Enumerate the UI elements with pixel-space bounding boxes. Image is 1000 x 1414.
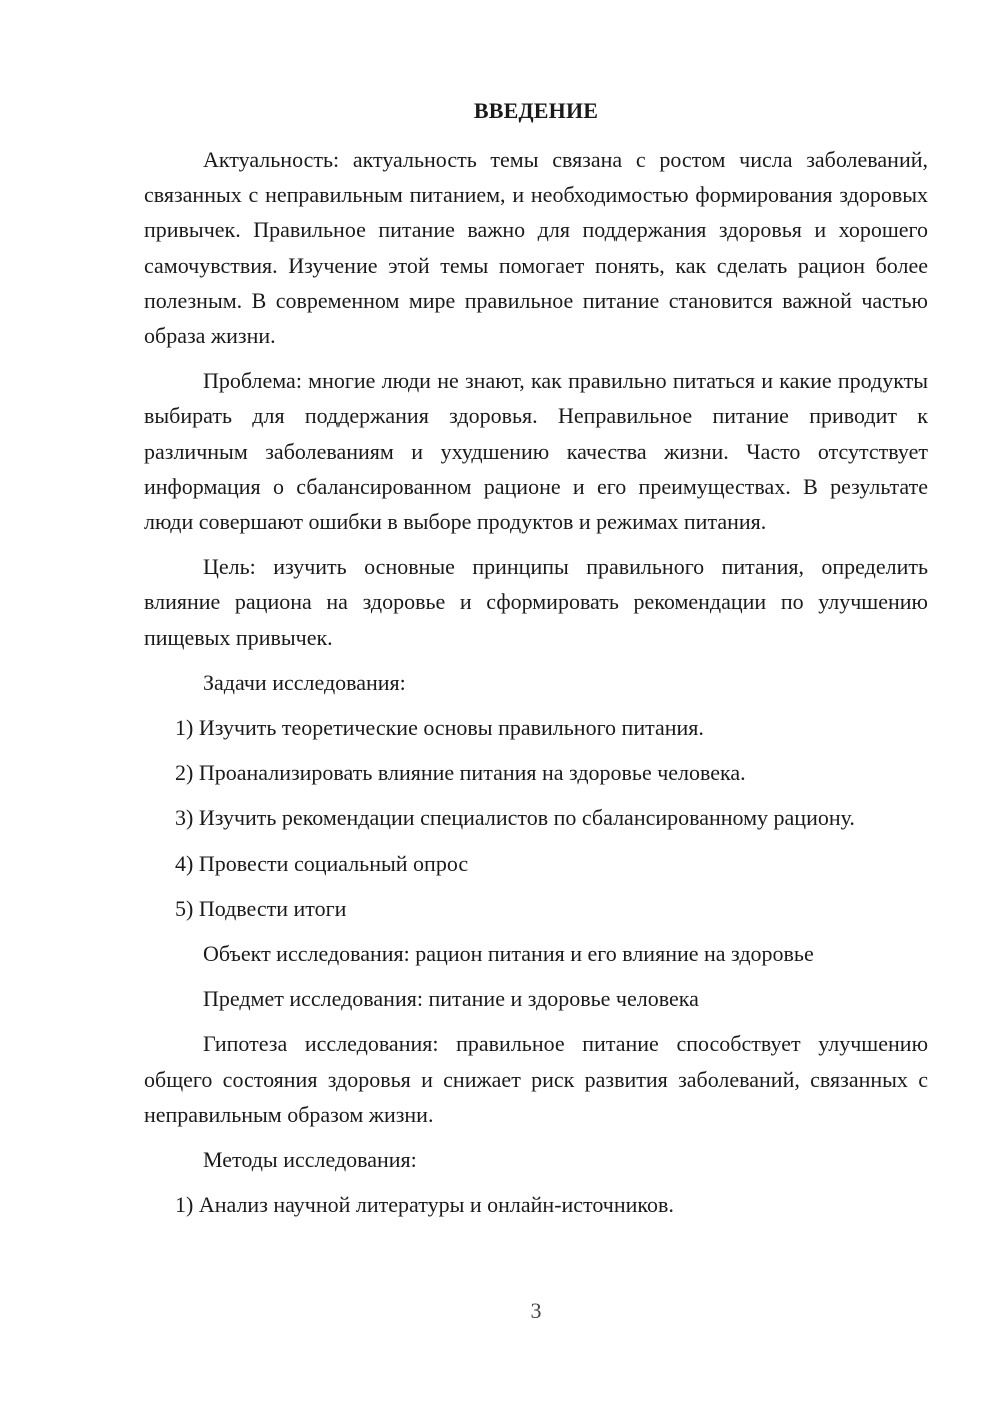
paragraph-problem: Проблема: многие люди не знают, как правильно питаться и какие продукты выбирать для поддержания здоровья. Неправильное питание приводит к различным заболеваниям и ухудшению качества жизни. Часто отсутствует информация о сбалансированном рационе и его преимуществах. В результате люди совершают ошибки в выборе продуктов и режимах питания. bbox=[144, 368, 928, 535]
paragraph-goal: Цель: изучить основные принципы правильного питания, определить влияние рациона на здоровье и сформировать рекомендации по улучшению пищевых привычек. bbox=[144, 554, 928, 650]
methods-heading: Методы исследования: bbox=[203, 1147, 417, 1173]
task-item: 3) Изучить рекомендации специалистов по сбалансированному рациону. bbox=[175, 805, 855, 831]
task-item: 2) Проанализировать влияние питания на здоровье человека. bbox=[175, 760, 746, 786]
research-subject: Предмет исследования: питание и здоровье человека bbox=[203, 986, 699, 1012]
research-object: Объект исследования: рацион питания и его влияние на здоровье bbox=[203, 941, 814, 967]
task-item: 4) Провести социальный опрос bbox=[175, 850, 469, 876]
tasks-heading: Задачи исследования: bbox=[203, 669, 406, 695]
task-item: 1) Изучить теоретические основы правильного питания. bbox=[175, 715, 704, 741]
document-page bbox=[144, 94, 928, 1222]
paragraph-relevance: Актуальность: актуальность темы связана с ростом числа заболеваний, связанных с неправильным питанием, и необходимостью формирования здоровых привычек. Правильное питание важно для поддержания здоровья и хорошего самочувствия. Изучение этой темы помогает понять, как сделать рацион более полезным. В современном мире правильное питание становится важной частью образа жизни. bbox=[144, 147, 928, 349]
page-number: 3 bbox=[530, 1298, 542, 1323]
method-item: 1) Анализ научной литературы и онлайн-источников. bbox=[175, 1192, 674, 1218]
document-title: ВВЕДЕНИЕ bbox=[473, 98, 599, 123]
task-item: 5) Подвести итоги bbox=[175, 895, 347, 921]
research-hypothesis: Гипотеза исследования: правильное питание способствует улучшению общего состояния здоровья и снижает риск развития заболеваний, связанных с неправильным образом жизни. bbox=[144, 1031, 928, 1127]
